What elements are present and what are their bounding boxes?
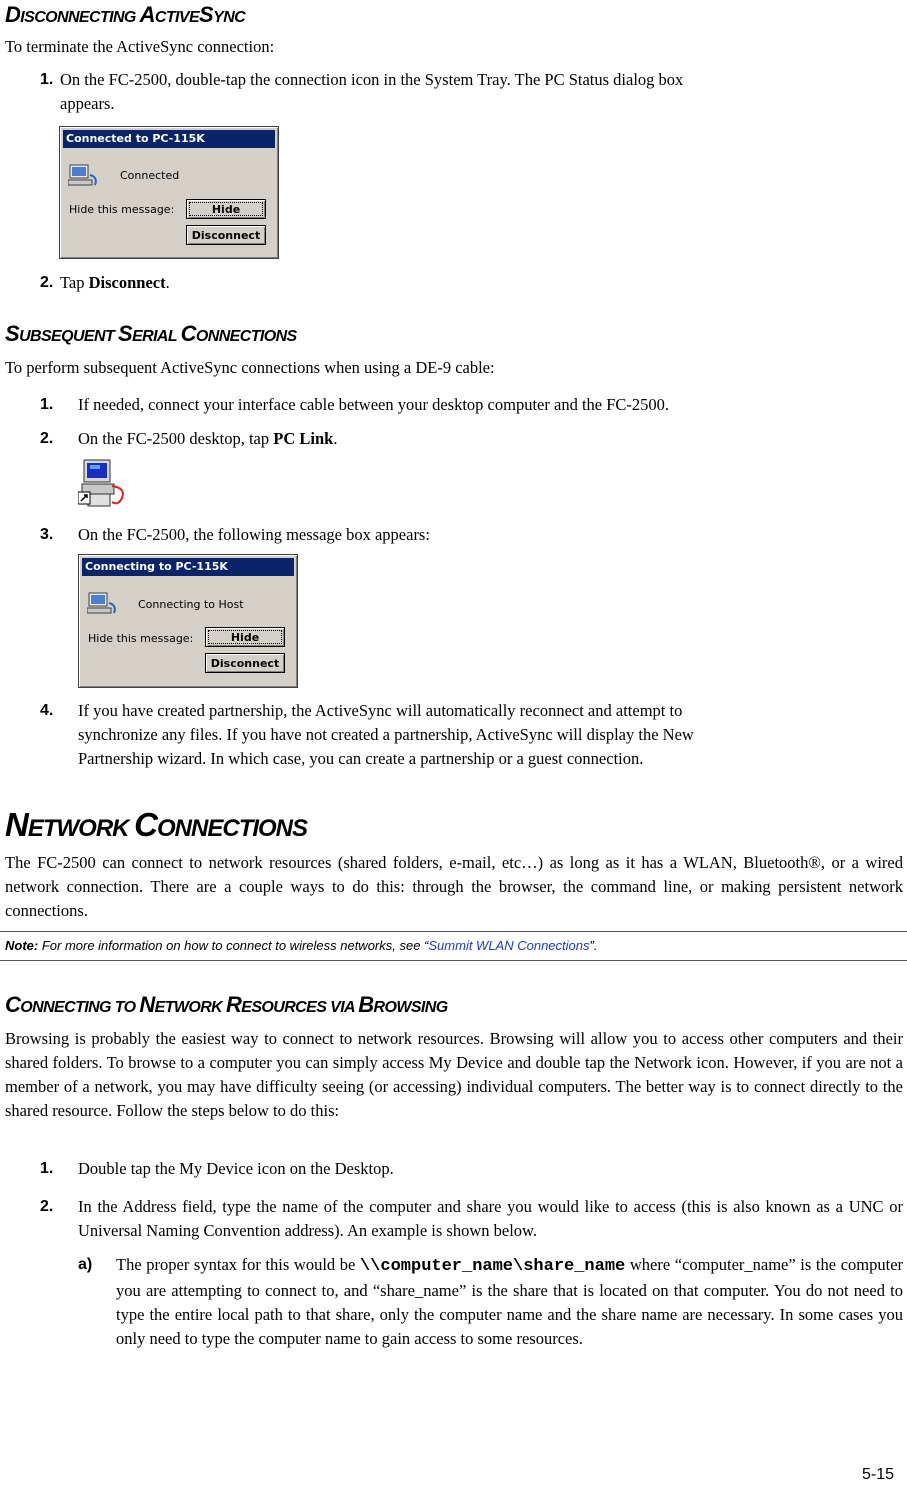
hide-message-label: Hide this message:	[88, 632, 194, 645]
summit-wlan-link[interactable]: Summit WLAN Connections	[428, 938, 590, 953]
body-paragraph: The FC-2500 can connect to network resources (shared folders, e-mail, etc…) as long as it has a WLAN, Bluetooth®, or a wired network connection. There are a couple ways to do this: through the browser, the command line, or making persistent network connections.	[5, 853, 903, 920]
step-number: 2.	[40, 430, 54, 447]
hide-message-label: Hide this message:	[69, 203, 175, 216]
section-heading-subsequent-serial: SUBSEQUENT SERIAL CONNECTIONS	[5, 321, 297, 346]
intro-text: To terminate the ActiveSync connection:	[5, 37, 275, 56]
disconnect-button[interactable]: Disconnect	[205, 653, 285, 673]
pc-link-icon[interactable]	[78, 458, 128, 508]
body-paragraph: Browsing is probably the easiest way to connect to network resources. Browsing will allow you to access other computers and their shared folders. To browse to a computer you can simply access My Device and double tap the Network icon. However, if you are not a member of a network, you may have difficulty seeing (or accessing) individual computers. The better way is to connect directly to the shared resource. Follow the steps below to do this:	[5, 1029, 903, 1120]
connecting-dialog	[78, 554, 298, 688]
substep-letter: a)	[78, 1256, 93, 1273]
step-text: If needed, connect your interface cable between your desktop computer and the FC-2500.	[78, 395, 670, 414]
dialog-title-bar: Connected to PC-115K	[63, 130, 275, 148]
pc-connection-icon	[68, 163, 100, 189]
intro-text: To perform subsequent ActiveSync connections when using a DE-9 cable:	[5, 358, 495, 377]
page-number: 5-15	[862, 1466, 895, 1483]
section-heading-disconnecting-activesync: DISCONNECTING ACTIVESYNC	[5, 2, 246, 27]
step-number: 1.	[40, 71, 54, 88]
pc-status-dialog	[59, 126, 279, 259]
step-number: 3.	[40, 526, 54, 543]
step-number: 1.	[40, 1160, 54, 1177]
step-text: If you have created partnership, the ActiveSync will automatically reconnect and attempt to synchronize any files. If you have not created a partnership, ActiveSync will display the New Partnership wizard. In which case, you can create a partnership or a guest connection.	[78, 701, 694, 768]
step-number: 4.	[40, 702, 54, 719]
step-number: 2.	[40, 1198, 54, 1215]
step-number: 2.	[40, 274, 54, 291]
status-text: Connecting to Host	[138, 598, 244, 611]
dialog-title-bar: Connecting to PC-115K	[82, 558, 294, 576]
note-text: Note: For more information on how to connect to wireless networks, see “Summit WLAN Connections”.	[5, 938, 598, 953]
step-text: On the FC-2500, the following message box appears:	[78, 525, 430, 544]
section-heading-browsing: CONNECTING TO NETWORK RESOURCES VIA BROWSING	[5, 992, 448, 1017]
disconnect-button[interactable]: Disconnect	[186, 225, 266, 245]
step-text: On the FC-2500, double-tap the connection icon in the System Tray. The PC Status dialog box appears.	[60, 70, 684, 113]
pc-connection-icon	[87, 591, 119, 617]
hide-button[interactable]: Hide	[186, 199, 266, 219]
note-box	[0, 931, 907, 961]
step-number: 1.	[40, 396, 54, 413]
substep-text: The proper syntax for this would be \\computer_name\share_name where “computer_name” is the computer you are attempting to connect to, and “share_name” is the share that is located on that computer. You do not need to type the entire local path to that share, only the computer name and the share name are necessary. In some cases you only need to type the computer name to gain access to some resources.	[116, 1255, 904, 1348]
step-text: On the FC-2500 desktop, tap PC Link.	[78, 429, 338, 448]
hide-button[interactable]: Hide	[205, 627, 285, 647]
status-text: Connected	[120, 169, 180, 182]
step-text: Tap Disconnect.	[60, 273, 170, 292]
chapter-heading-network-connections: NETWORK CONNECTIONS	[5, 806, 308, 843]
unc-path-code: \\computer_name\share_name	[359, 1257, 626, 1276]
step-text: Double tap the My Device icon on the Desktop.	[78, 1159, 394, 1178]
step-text: In the Address field, type the name of the computer and share you would like to access (this is also known as a UNC or Universal Naming Convention address). An example is shown below.	[78, 1197, 903, 1240]
